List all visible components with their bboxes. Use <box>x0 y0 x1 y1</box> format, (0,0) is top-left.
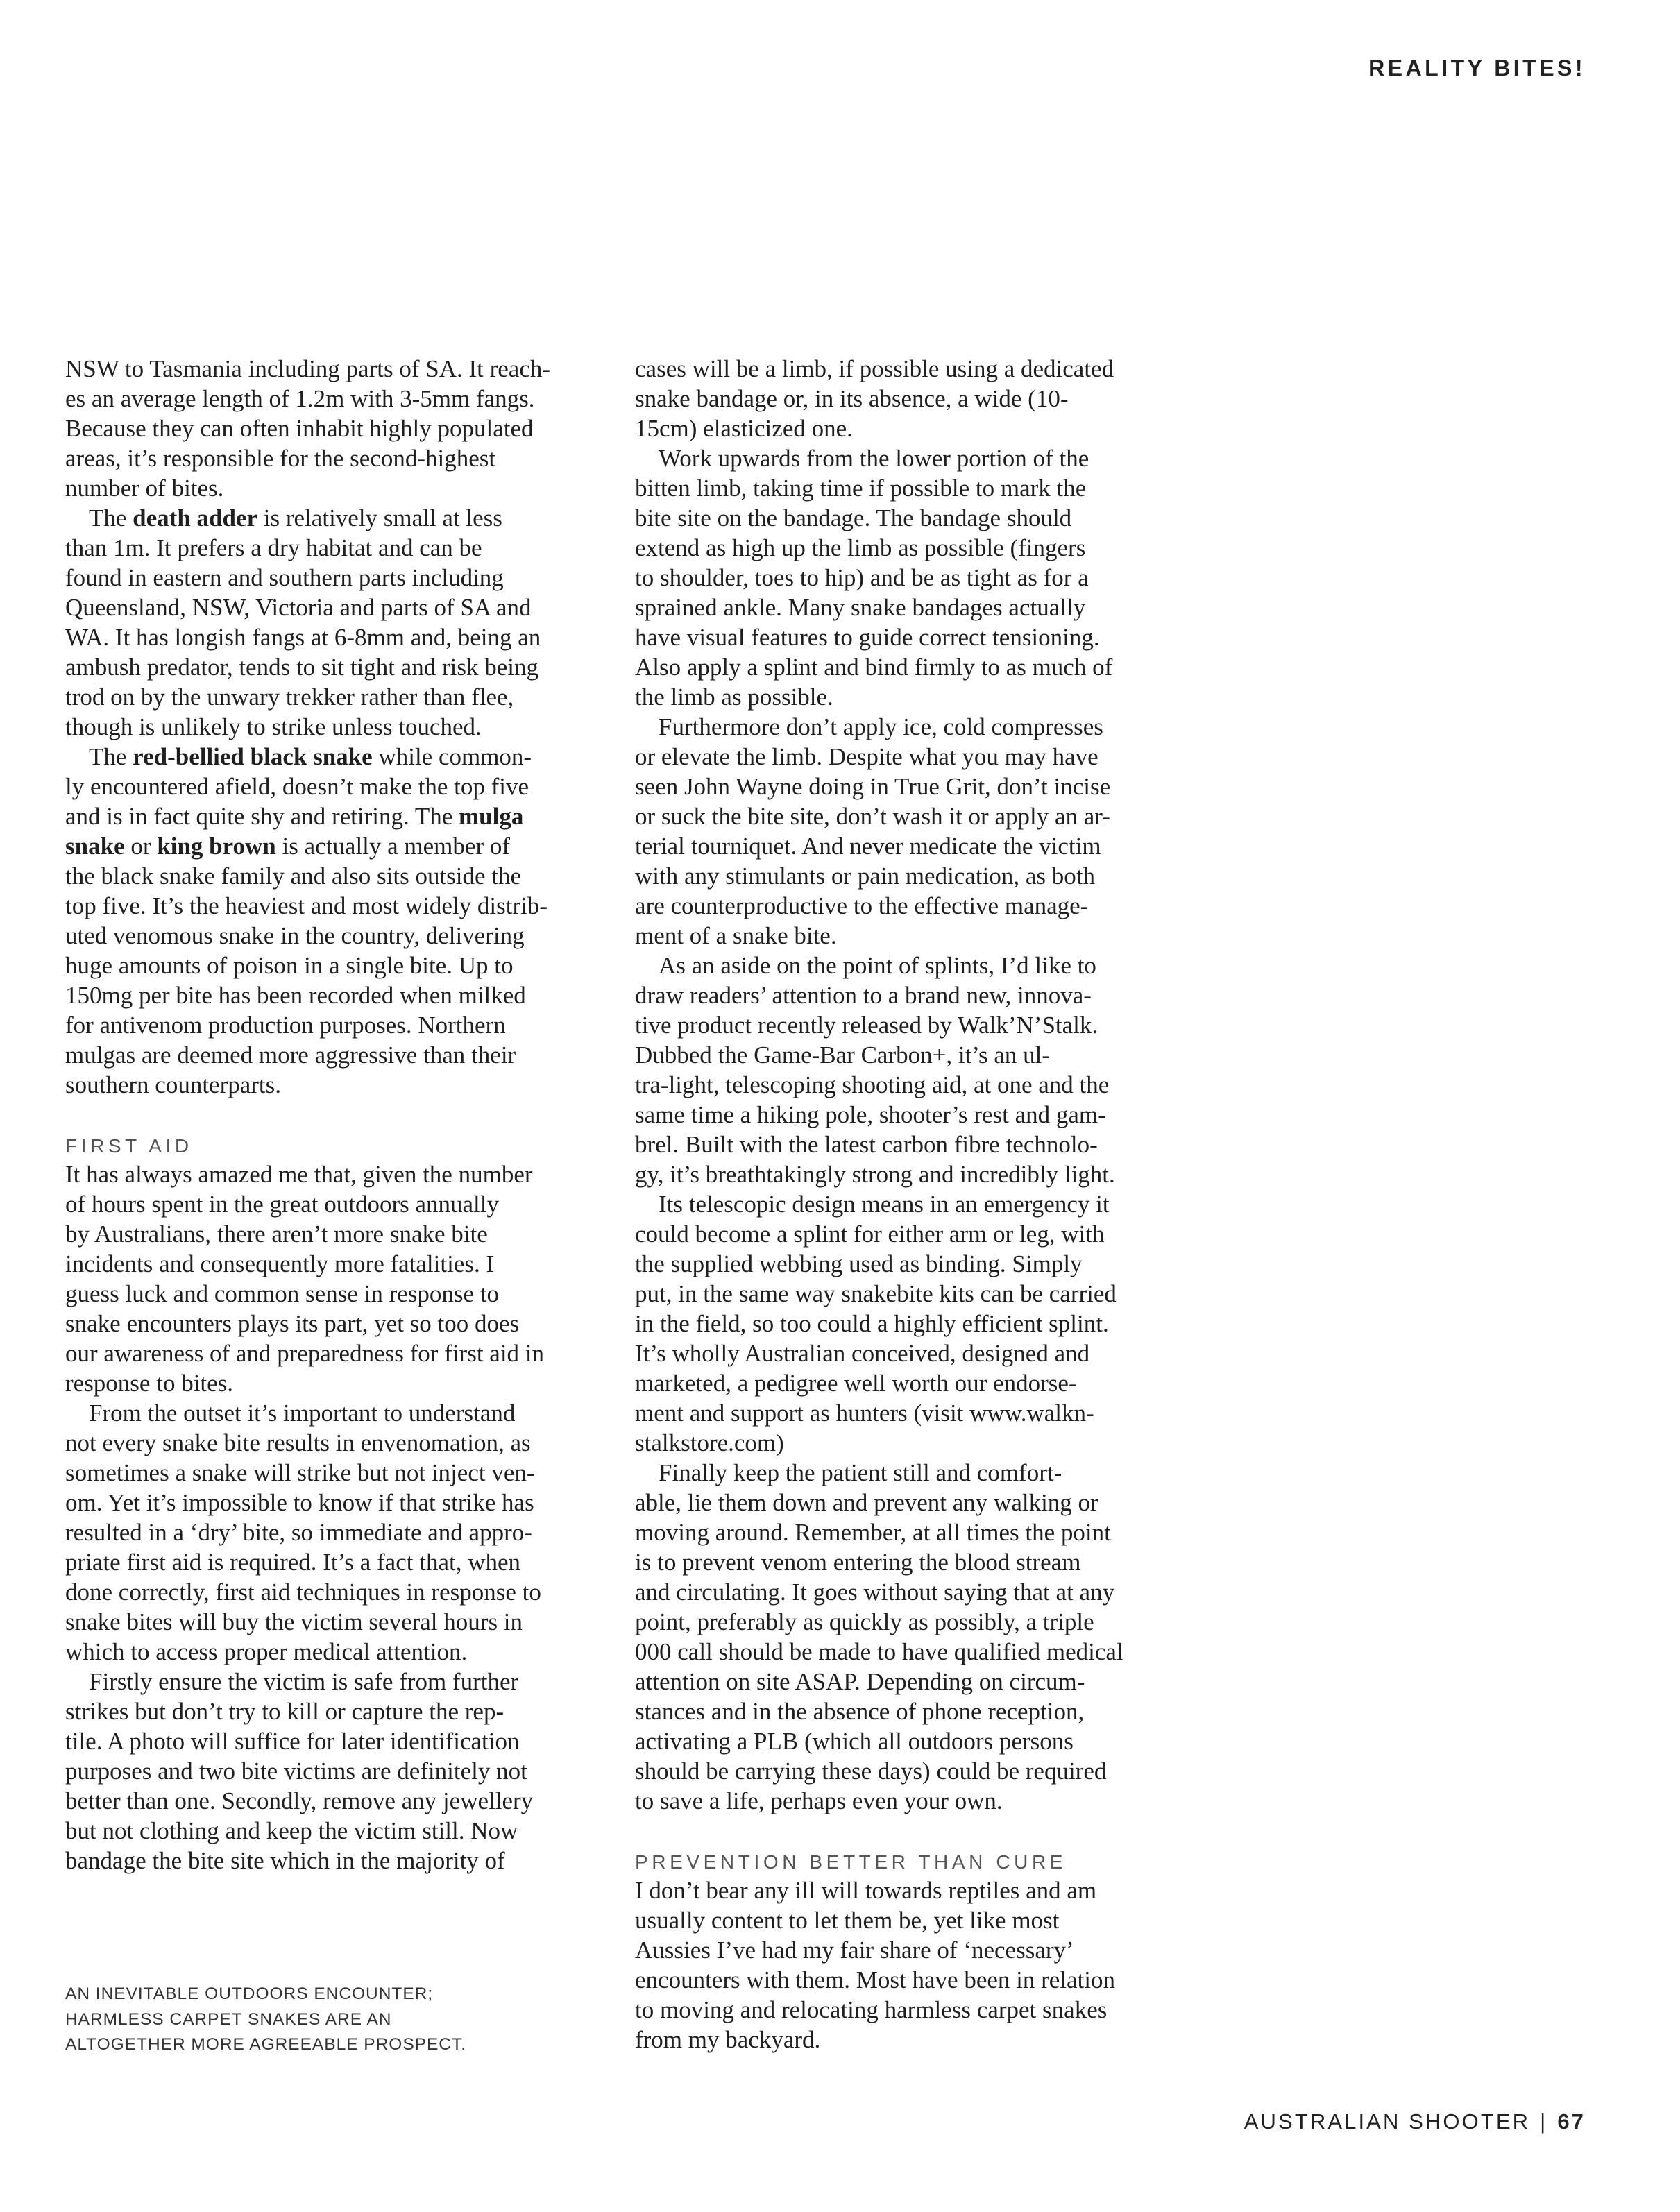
text-line <box>65 503 600 533</box>
text-segment: As an aside on the point of splints, I’d like to <box>659 952 1096 979</box>
text-line: trod on by the unwary trekker rather than flee, <box>65 683 514 711</box>
text-line: mulgas are deemed more aggressive than their <box>65 1041 516 1069</box>
text-line <box>65 831 600 861</box>
text-line: for antivenom production purposes. Northern <box>65 1012 506 1039</box>
text-line: cases will be a limb, if possible using a dedicated <box>635 355 1114 382</box>
text-line: seen John Wayne doing in True Grit, don’t incise <box>635 773 1111 800</box>
text-line: priate first aid is required. It’s a fact that, when <box>65 1549 521 1576</box>
text-line: have visual features to guide correct tensioning. <box>635 624 1100 651</box>
text-line: of hours spent in the great outdoors annually <box>65 1191 500 1218</box>
text-segment: or <box>124 833 158 860</box>
text-line: not every snake bite results in envenomation, as <box>65 1429 531 1456</box>
text-line: NSW to Tasmania including parts of SA. It reach- <box>65 355 551 382</box>
text-line: usually content to let them be, yet like most <box>635 1907 1060 1934</box>
text-segment: The <box>89 743 133 770</box>
text-line <box>635 712 1176 742</box>
text-line: bandage the bite site which in the majority of <box>65 1847 505 1874</box>
text-line: number of bites. <box>65 475 224 502</box>
text-line: extend as high up the limb as possible (fingers <box>635 534 1086 561</box>
text-line: could become a splint for either arm or leg, with <box>635 1220 1105 1248</box>
text-line: from my backyard. <box>635 2026 821 2053</box>
text-line <box>65 1667 600 1696</box>
text-line: bitten limb, taking time if possible to mark the <box>635 475 1087 502</box>
text-segment: while common- <box>372 743 532 770</box>
text-line: draw readers’ attention to a brand new, innova- <box>635 982 1092 1009</box>
text-line: strikes but don’t try to kill or capture the rep- <box>65 1698 504 1725</box>
text-line: om. Yet it’s impossible to know if that strike has <box>65 1489 534 1516</box>
text-segment: is relatively small at less <box>257 504 502 531</box>
text-line: than 1m. It prefers a dry habitat and can be <box>65 534 482 561</box>
text-line: WA. It has longish fangs at 6-8mm and, being an <box>65 624 541 651</box>
snake-name-bold: death adder <box>133 504 258 531</box>
text-line: are counterproductive to the effective manage- <box>635 892 1089 919</box>
publication-name: AUSTRALIAN SHOOTER <box>1244 2109 1531 2134</box>
text-segment: Firstly ensure the victim is safe from further <box>89 1668 519 1695</box>
text-line: sprained ankle. Many snake bandages actually <box>635 594 1086 621</box>
text-line: brel. Built with the latest carbon fibre technolo- <box>635 1131 1098 1158</box>
text-line: is to prevent venom entering the blood stream <box>635 1549 1081 1576</box>
text-line <box>635 951 1176 980</box>
text-line: tive product recently released by Walk’N’Stalk. <box>635 1012 1098 1039</box>
text-line: Aussies I’ve had my fair share of ‘necessary’ <box>635 1937 1074 1964</box>
text-line: stalkstore.com) <box>635 1429 784 1456</box>
text-line: Queensland, NSW, Victoria and parts of SA and <box>65 594 532 621</box>
section-subheading: FIRST AID <box>65 1135 193 1157</box>
text-line: top five. It’s the heaviest and most widely distrib- <box>65 892 548 919</box>
text-line: same time a hiking pole, shooter’s rest and gam- <box>635 1101 1106 1128</box>
text-line: though is unlikely to strike unless touched. <box>65 713 482 740</box>
text-line <box>635 443 1176 473</box>
text-line: sometimes a snake will strike but not inject ven- <box>65 1459 535 1486</box>
text-line: incidents and consequently more fatalities. I <box>65 1250 495 1277</box>
footer-separator: | <box>1540 2109 1548 2134</box>
text-line: bite site on the bandage. The bandage should <box>635 504 1072 531</box>
text-line: the supplied webbing used as binding. Simply <box>635 1250 1083 1277</box>
text-line: es an average length of 1.2m with 3-5mm fangs. <box>65 385 535 412</box>
article-column-2 <box>635 354 1176 2054</box>
text-line: moving around. Remember, at all times the point <box>635 1519 1111 1546</box>
text-line: to shoulder, toes to hip) and be as tight as for a <box>635 564 1089 591</box>
text-line: tile. A photo will suffice for later identification <box>65 1728 520 1755</box>
text-line: with any stimulants or pain medication, as both <box>635 862 1095 890</box>
text-line: uted venomous snake in the country, delivering <box>65 922 525 949</box>
text-line: snake bandage or, in its absence, a wide (10- <box>635 385 1069 412</box>
text-line: put, in the same way snakebite kits can be carried <box>635 1280 1117 1307</box>
text-line: better than one. Secondly, remove any jewellery <box>65 1787 534 1814</box>
text-line: by Australians, there aren’t more snake bite <box>65 1220 488 1248</box>
caption-line: ALTOGETHER MORE AGREEABLE PROSPECT. <box>65 2035 466 2054</box>
text-line: ment and support as hunters (visit www.walkn- <box>635 1399 1094 1427</box>
text-segment: Finally keep the patient still and comfort- <box>659 1459 1062 1486</box>
snake-name-bold: red-bellied black snake <box>133 743 373 770</box>
snake-name-bold: mulga <box>459 803 524 830</box>
text-segment: Work upwards from the lower portion of the <box>659 445 1089 472</box>
text-line: terial tourniquet. And never medicate the victim <box>635 833 1101 860</box>
page-footer <box>1244 2109 1586 2134</box>
text-line: snake encounters plays its part, yet so too does <box>65 1310 520 1337</box>
text-line: ment of a snake bite. <box>635 922 837 949</box>
text-line: able, lie them down and prevent any walking or <box>635 1489 1098 1516</box>
article-column-1 <box>65 354 600 1875</box>
text-line: activating a PLB (which all outdoors persons <box>635 1728 1074 1755</box>
page-number: 67 <box>1557 2109 1586 2134</box>
text-line: which to access proper medical attention. <box>65 1638 468 1665</box>
text-line: areas, it’s responsible for the second-highest <box>65 445 496 472</box>
text-segment: is actually a member of <box>275 833 510 860</box>
text-line: guess luck and common sense in response to <box>65 1280 500 1307</box>
text-line: or suck the bite site, don’t wash it or apply an ar- <box>635 803 1110 830</box>
text-line: stances and in the absence of phone reception, <box>635 1698 1085 1725</box>
text-line: tra-light, telescoping shooting aid, at one and the <box>635 1071 1110 1098</box>
text-line: done correctly, first aid techniques in response to <box>65 1579 541 1606</box>
text-line: found in eastern and southern parts including <box>65 564 504 591</box>
text-line: the black snake family and also sits outside the <box>65 862 522 890</box>
text-line: resulted in a ‘dry’ bite, so immediate and appro- <box>65 1519 532 1546</box>
text-line: in the field, so too could a highly efficient splint. <box>635 1310 1109 1337</box>
text-line: to save a life, perhaps even your own. <box>635 1787 1003 1814</box>
text-line <box>635 1458 1176 1488</box>
text-line <box>635 1189 1176 1219</box>
text-line: 15cm) elasticized one. <box>635 415 853 442</box>
text-segment: and is in fact quite shy and retiring. The <box>65 803 459 830</box>
text-line: the limb as possible. <box>635 683 833 711</box>
text-line: I don’t bear any ill will towards reptiles and am <box>635 1877 1097 1904</box>
text-line: huge amounts of poison in a single bite. Up to <box>65 952 514 979</box>
text-line: or elevate the limb. Despite what you may have <box>635 743 1098 770</box>
text-segment: The <box>89 504 133 531</box>
text-line: to moving and relocating harmless carpet snakes <box>635 1996 1108 2023</box>
running-head-section-title: REALITY BITES! <box>1368 56 1586 80</box>
caption-line: AN INEVITABLE OUTDOORS ENCOUNTER; <box>65 1984 434 2003</box>
section-subheading: PREVENTION BETTER THAN CURE <box>635 1851 1067 1873</box>
text-line: our awareness of and preparedness for first aid in <box>65 1340 545 1367</box>
text-line: gy, it’s breathtakingly strong and incredibly light. <box>635 1161 1115 1188</box>
blank-line <box>635 1816 1176 1846</box>
text-line: ambush predator, tends to sit tight and risk being <box>65 654 538 681</box>
text-line: It has always amazed me that, given the number <box>65 1161 533 1188</box>
text-line: point, preferably as quickly as possibly, a triple <box>635 1608 1094 1635</box>
text-line: southern counterparts. <box>65 1071 282 1098</box>
text-line: attention on site ASAP. Depending on circum- <box>635 1668 1085 1695</box>
photo-caption <box>65 1982 466 2058</box>
text-line: response to bites. <box>65 1370 234 1397</box>
text-line: should be carrying these days) could be required <box>635 1758 1107 1785</box>
text-line: Because they can often inhabit highly populated <box>65 415 534 442</box>
blank-line <box>65 1100 600 1130</box>
text-line: but not clothing and keep the victim still. Now <box>65 1817 518 1844</box>
text-line: Dubbed the Game-Bar Carbon+, it’s an ul- <box>635 1041 1051 1069</box>
caption-line: HARMLESS CARPET SNAKES ARE AN <box>65 2009 392 2029</box>
text-line: 150mg per bite has been recorded when milked <box>65 982 526 1009</box>
text-line <box>65 801 600 831</box>
text-segment: From the outset it’s important to understand <box>89 1399 516 1427</box>
text-line: Also apply a splint and bind firmly to as much of <box>635 654 1113 681</box>
text-line: It’s wholly Australian conceived, designed and <box>635 1340 1090 1367</box>
text-line: ly encountered afield, doesn’t make the top five <box>65 773 529 800</box>
snake-name-bold: king brown <box>157 833 276 860</box>
text-line: 000 call should be made to have qualified medical <box>635 1638 1123 1665</box>
text-line: snake bites will buy the victim several hours in <box>65 1608 523 1635</box>
text-line <box>65 1398 600 1428</box>
text-segment: Its telescopic design means in an emergency it <box>659 1191 1110 1218</box>
text-line: marketed, a pedigree well worth our endorse- <box>635 1370 1077 1397</box>
snake-name-bold: snake <box>65 833 125 860</box>
text-line: and circulating. It goes without saying that at any <box>635 1579 1115 1606</box>
text-line: encounters with them. Most have been in relation <box>635 1966 1116 1993</box>
text-line: purposes and two bite victims are definitely not <box>65 1758 527 1785</box>
text-segment: Furthermore don’t apply ice, cold compresses <box>659 713 1103 740</box>
text-line <box>65 742 600 772</box>
